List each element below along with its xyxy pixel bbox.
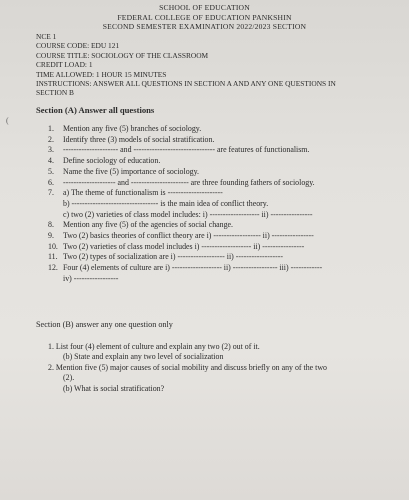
section-b-q2-a-cont: (2). <box>63 373 75 383</box>
question-row <box>48 199 322 210</box>
question-row <box>48 145 322 156</box>
instructions-line-1: INSTRUCTIONS: ANSWER ALL QUESTIONS IN SECTION A AND ANY ONE QUESTIONS IN <box>36 79 336 89</box>
question-number: 1. <box>48 124 54 133</box>
question-text: b) --------------------------------- is the main idea of conflict theory. <box>63 198 269 208</box>
question-number: 6. <box>48 177 54 187</box>
question-text: a) The theme of functionalism is --------------------- <box>63 188 223 198</box>
question-number: 9. <box>48 231 54 241</box>
question-text: Two (2) types of socialization are i) ------------------ ii) ------------------ <box>63 252 284 262</box>
question-number: 5. <box>48 166 54 176</box>
question-text: Mention any five (5) branches of sociology. <box>63 124 202 133</box>
question-number: 7. <box>48 188 54 198</box>
course-title-line: COURSE TITLE: SOCIOLOGY OF THE CLASSROOM <box>36 50 209 60</box>
question-number: 8. <box>48 220 54 230</box>
question-text: Mention any five (5) of the agencies of social change. <box>63 220 234 230</box>
exam-heading: SECOND SEMESTER EXAMINATION 2022/2023 SECTION <box>102 22 307 31</box>
question-row <box>48 135 322 146</box>
question-text: Identify three (3) models of social stratification. <box>63 134 215 144</box>
section-b-title: Section (B) answer any one question only <box>36 320 173 329</box>
question-row <box>48 156 322 167</box>
section-a-questions <box>48 124 322 285</box>
section-b-q2-a: 2. Mention five (5) major causes of social mobility and discuss briefly on any of the two <box>48 362 327 372</box>
question-row <box>48 188 322 199</box>
question-number: 12. <box>48 263 58 273</box>
question-text: Four (4) elements of culture are i) ------------------- ii) ----------------- iii) ------------ <box>63 263 323 273</box>
question-row <box>48 210 322 221</box>
question-row <box>48 167 322 178</box>
college-heading: FEDERAL COLLEGE OF EDUCATION PANKSHIN <box>117 13 292 22</box>
level-line: NCE 1 <box>36 32 57 41</box>
question-number: 4. <box>48 156 54 166</box>
school-heading: SCHOOL OF EDUCATION <box>159 3 250 12</box>
question-row <box>48 263 322 274</box>
question-text: -------------------- and ---------------------- are three founding fathers of sociology. <box>63 177 315 187</box>
time-allowed-line: TIME ALLOWED: 1 HOUR 15 MINUTES <box>36 69 167 79</box>
question-number: 3. <box>48 145 54 155</box>
credit-load-line: CREDIT LOAD: 1 <box>36 60 93 70</box>
question-number: 10. <box>48 241 58 251</box>
question-row <box>48 274 322 285</box>
question-number: 2. <box>48 134 54 144</box>
section-b-questions <box>48 342 327 394</box>
question-text: c) two (2) varieties of class model includes: i) ------------------- ii) ---------------- <box>63 209 313 219</box>
margin-mark: ( <box>6 116 9 125</box>
exam-meta <box>36 32 336 98</box>
section-b-q1-a: 1. List four (4) element of culture and explain any two (2) out of it. <box>48 342 260 351</box>
section-b-q1-b: (b) State and explain any two level of socialization <box>63 352 224 362</box>
question-text: iv) ----------------- <box>63 273 119 283</box>
section-a-title: Section (A) Answer all questions <box>36 105 155 115</box>
question-text: Name the five (5) importance of sociology. <box>63 166 199 176</box>
question-row <box>48 231 322 242</box>
course-code-line: COURSE CODE: EDU 121 <box>36 41 120 51</box>
question-row <box>48 124 322 135</box>
instructions-line-2: SECTION B <box>36 88 74 98</box>
question-text: Two (2) varieties of class model includes i) ------------------- ii) ---------------- <box>63 241 305 251</box>
question-row <box>48 252 322 263</box>
question-number: 11. <box>48 252 58 262</box>
question-text: --------------------- and ------------------------------- are features of functionalism. <box>63 145 310 155</box>
question-row <box>48 178 322 189</box>
question-row <box>48 220 322 231</box>
question-row <box>48 242 322 253</box>
question-text: Define sociology of education. <box>63 156 161 166</box>
question-text: Two (2) basics theories of conflict theory are i) ------------------ ii) ---------------- <box>63 231 314 241</box>
section-b-q2-b: (b) What is social stratification? <box>63 383 165 393</box>
